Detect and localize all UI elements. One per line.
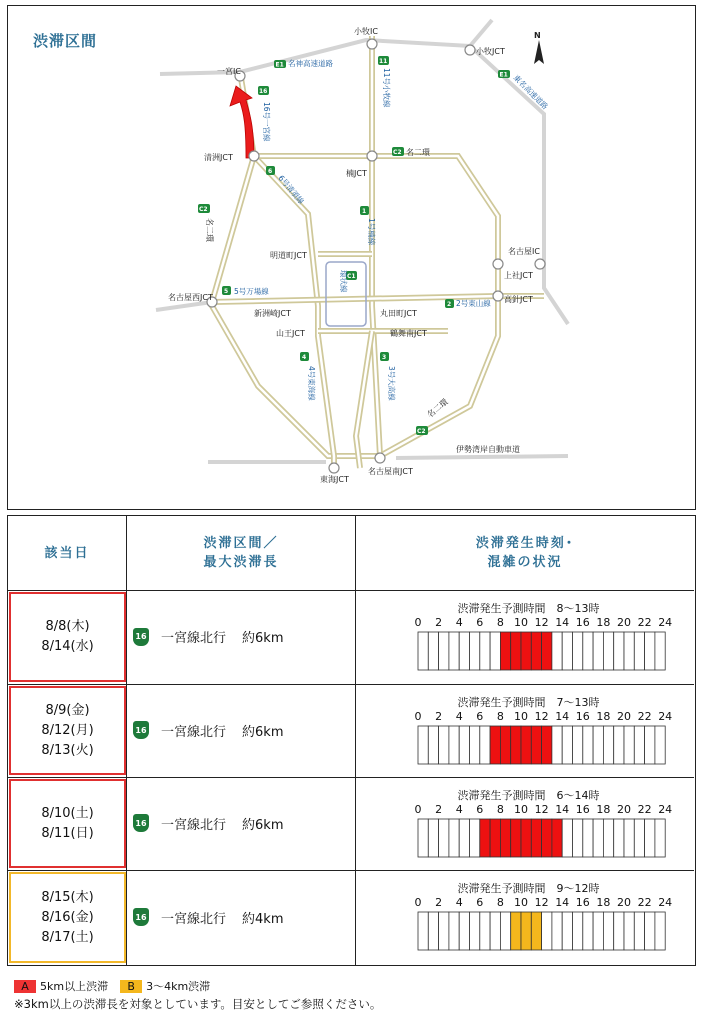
road-c2-ring	[212, 72, 498, 456]
label-route3: 3号大高線	[387, 366, 396, 401]
hour-cell	[552, 912, 562, 950]
hour-tick-label: 12	[534, 803, 549, 816]
label-meishin: 名神高速道路	[288, 59, 333, 68]
label-route1: 1号楠線	[367, 218, 376, 246]
congestion-hour-cell	[511, 726, 521, 764]
hour-cell	[449, 912, 459, 950]
hour-cell	[645, 726, 655, 764]
hour-cell	[428, 632, 438, 670]
svg-text:11: 11	[379, 58, 388, 65]
congestion-hour-cell	[500, 632, 510, 670]
hour-cell	[634, 912, 644, 950]
badge-c2-north	[392, 147, 404, 156]
map-title: 渋滞区間	[33, 32, 98, 50]
label-c2-west: 名二環	[205, 218, 214, 242]
map-panel	[7, 5, 696, 510]
svg-text:C2: C2	[417, 428, 426, 435]
label-meidocho-jct: 明道町JCT	[270, 251, 307, 260]
hour-tick-label: 2	[435, 616, 443, 629]
time-chart	[363, 872, 694, 963]
hour-cell	[573, 819, 583, 857]
label-kiyosu-jct: 清洲JCT	[204, 153, 233, 162]
jct-kusunoki	[367, 151, 377, 161]
hour-tick-label: 18	[596, 710, 611, 723]
hour-cell	[583, 726, 593, 764]
date-text: 8/10(土)	[41, 805, 94, 821]
hour-tick-label: 22	[637, 710, 652, 723]
hour-cell	[428, 819, 438, 857]
legend	[14, 978, 210, 994]
hour-cell	[614, 632, 624, 670]
badge-r11	[378, 56, 389, 65]
hour-cell	[573, 912, 583, 950]
time-chart-grid	[363, 710, 694, 772]
legend-b-text: 3～4km渋滞	[146, 980, 211, 993]
congestion-hour-cell	[542, 632, 552, 670]
hour-cell	[603, 819, 613, 857]
label-route4: 4号東海線	[307, 366, 316, 401]
hour-tick-label: 24	[658, 896, 673, 909]
hour-cell	[459, 912, 469, 950]
legend-a-text: 5km以上渋滞	[40, 980, 109, 993]
jct-nagoya-ic	[535, 259, 545, 269]
section-name: 一宮線北行	[161, 817, 227, 833]
hour-tick-label: 0	[414, 803, 422, 816]
hour-cell	[418, 632, 428, 670]
header-time: 渋滞発生時刻･ 混雑の状況	[475, 536, 575, 570]
hour-cell	[624, 726, 634, 764]
badge-r5	[222, 286, 231, 295]
jct-nagoya-minami	[375, 453, 385, 463]
congestion-hour-cell	[490, 819, 500, 857]
hour-cell	[583, 819, 593, 857]
hour-tick-label: 16	[575, 710, 590, 723]
svg-text:16: 16	[259, 88, 268, 95]
table-row	[8, 592, 694, 682]
hour-tick-label: 18	[596, 896, 611, 909]
hour-cell	[614, 912, 624, 950]
time-chart-title: 渋滞発生予測時間 6～14時	[457, 789, 600, 802]
hour-cell	[470, 726, 480, 764]
hour-cell	[573, 632, 583, 670]
hour-cell	[562, 726, 572, 764]
hour-tick-label: 22	[637, 803, 652, 816]
hour-tick-label: 24	[658, 616, 673, 629]
time-chart-title: 渋滞発生予測時間 7～13時	[457, 696, 600, 709]
date-text: 8/11(日)	[41, 825, 94, 841]
hour-tick-label: 10	[514, 803, 528, 816]
hour-cell	[449, 819, 459, 857]
hour-cell	[428, 726, 438, 764]
road-nishi-spur	[156, 302, 212, 310]
hour-tick-label: 22	[637, 896, 652, 909]
hour-cell	[490, 632, 500, 670]
svg-text:4: 4	[302, 354, 307, 361]
hour-tick-label: 14	[555, 896, 570, 909]
hour-tick-label: 20	[617, 803, 631, 816]
route-shield-icon: 16	[133, 628, 149, 646]
max-length: 約6km	[242, 724, 284, 740]
hour-tick-label: 8	[496, 710, 504, 723]
label-nagoya-minami-jct: 名古屋南JCT	[368, 467, 413, 476]
legend-b-key: B	[120, 980, 142, 993]
divider	[8, 870, 694, 871]
badge-r3	[380, 352, 389, 361]
section-name: 一宮線北行	[161, 724, 227, 740]
label-nagoya-nishi-jct: 名古屋西JCT	[168, 293, 213, 302]
label-kamiyashiro-jct: 上社JCT	[504, 271, 533, 280]
hour-cell	[583, 912, 593, 950]
date-text: 8/17(土)	[41, 929, 94, 945]
hour-cell	[655, 632, 665, 670]
label-sanno-jct: 山王JCT	[276, 329, 305, 338]
road-tomei	[470, 46, 568, 324]
hour-cell	[418, 819, 428, 857]
svg-text:C2: C2	[393, 149, 402, 156]
hour-tick-label: 16	[575, 803, 590, 816]
hour-tick-label: 0	[414, 896, 422, 909]
congestion-hour-cell	[552, 819, 562, 857]
date-cell	[9, 779, 126, 868]
hour-cell	[552, 632, 562, 670]
svg-text:6: 6	[268, 168, 273, 175]
congestion-hour-cell	[500, 726, 510, 764]
north-arrow-icon	[534, 31, 544, 64]
section-cell	[133, 908, 283, 927]
badge-r16	[258, 86, 269, 95]
hour-tick-label: 24	[658, 803, 673, 816]
hour-cell	[593, 819, 603, 857]
road-loop	[318, 254, 448, 331]
hour-tick-label: 14	[555, 616, 570, 629]
date-text: 8/12(月)	[41, 722, 94, 738]
date-text: 8/14(水)	[41, 639, 94, 654]
hour-cell	[655, 912, 665, 950]
label-komaki-ic: 小牧IC	[354, 27, 378, 36]
route-shield-icon: 16	[133, 721, 149, 739]
hour-cell	[459, 819, 469, 857]
badge-e1-tomei	[498, 70, 510, 79]
svg-text:C2: C2	[199, 206, 208, 213]
svg-text:5: 5	[224, 288, 229, 295]
header-section: 渋滞区間／ 最大渋滞長	[203, 536, 279, 570]
date-cell	[9, 686, 126, 775]
time-chart	[363, 686, 694, 775]
label-route11: 11号小牧線	[382, 68, 391, 108]
hour-tick-label: 16	[575, 616, 590, 629]
time-chart-grid	[363, 616, 694, 678]
hour-tick-label: 0	[414, 710, 422, 723]
hour-cell	[449, 726, 459, 764]
label-isewangan: 伊勢湾岸自動車道	[456, 445, 520, 454]
hour-tick-label: 4	[455, 710, 463, 723]
section-cell	[133, 721, 283, 740]
hour-cell	[470, 912, 480, 950]
congestion-arrow	[230, 86, 254, 158]
hour-cell	[562, 912, 572, 950]
congestion-table	[7, 515, 696, 966]
hour-cell	[614, 726, 624, 764]
hour-tick-label: 18	[596, 803, 611, 816]
svg-text:E1: E1	[275, 61, 284, 69]
time-chart-grid	[363, 803, 694, 865]
svg-text:1: 1	[362, 208, 367, 215]
hour-tick-label: 6	[476, 710, 484, 723]
badge-r1	[360, 206, 369, 215]
hour-tick-label: 12	[534, 896, 549, 909]
hour-cell	[603, 632, 613, 670]
label-komaki-jct: 小牧JCT	[476, 47, 505, 56]
hour-cell	[562, 819, 572, 857]
svg-text:E1: E1	[499, 71, 508, 79]
hour-tick-label: 4	[455, 803, 463, 816]
table-row	[8, 686, 694, 775]
label-ichinomiya-ic: 一宮IC	[217, 67, 241, 76]
section-name: 一宮線北行	[161, 631, 227, 646]
route-shield-icon: 16	[133, 814, 149, 832]
label-route2: 2号東山線	[456, 299, 491, 308]
hour-tick-label: 20	[617, 896, 631, 909]
hour-tick-label: 8	[496, 803, 504, 816]
hour-tick-label: 4	[455, 896, 463, 909]
label-tokai-jct: 東海JCT	[320, 475, 349, 484]
label-nagoya-ic: 名古屋IC	[508, 247, 540, 256]
congestion-hour-cell	[511, 632, 521, 670]
hour-cell	[593, 632, 603, 670]
congestion-hour-cell	[531, 912, 541, 950]
hour-tick-label: 14	[555, 710, 570, 723]
label-marutamachi-jct: 丸田町JCT	[380, 309, 417, 318]
hour-cell	[439, 632, 449, 670]
time-chart-title: 渋滞発生予測時間 8～13時	[457, 602, 600, 615]
hour-cell	[645, 912, 655, 950]
hour-cell	[634, 726, 644, 764]
label-route5: 5号万場線	[234, 287, 269, 296]
jct-takabari	[493, 291, 503, 301]
legend-a-key: A	[14, 980, 36, 993]
road-loop-edge	[318, 254, 448, 331]
congestion-hour-cell	[542, 819, 552, 857]
hour-cell	[480, 632, 490, 670]
hour-tick-label: 2	[435, 710, 443, 723]
badge-r4	[300, 352, 309, 361]
section-name: 一宮線北行	[161, 911, 227, 927]
hour-tick-label: 10	[514, 710, 528, 723]
hour-tick-label: 10	[514, 616, 528, 629]
hour-tick-label: 2	[435, 896, 443, 909]
hour-cell	[614, 819, 624, 857]
hour-cell	[459, 726, 469, 764]
hour-tick-label: 20	[617, 616, 631, 629]
hour-cell	[428, 912, 438, 950]
hour-cell	[603, 726, 613, 764]
hour-tick-label: 6	[476, 896, 484, 909]
hour-cell	[470, 632, 480, 670]
congestion-hour-cell	[542, 726, 552, 764]
road-c2-ring-edge	[212, 72, 498, 456]
hour-cell	[583, 632, 593, 670]
hour-tick-label: 8	[496, 616, 504, 629]
label-shinsuzaki-jct: 新洲崎JCT	[254, 309, 291, 318]
congestion-hour-cell	[521, 819, 531, 857]
hour-cell	[593, 726, 603, 764]
svg-text:3: 3	[382, 354, 387, 361]
date-text: 8/13(火)	[41, 742, 94, 758]
hour-tick-label: 12	[534, 710, 549, 723]
label-route16: 16号一宮線	[262, 102, 271, 142]
time-chart-title: 渋滞発生予測時間 9～12時	[457, 882, 600, 895]
hour-cell	[439, 726, 449, 764]
date-text: 8/8(木)	[45, 619, 90, 634]
footnote: ※3km以上の渋滞長を対象としています。目安としてご参照ください。	[14, 997, 382, 1011]
time-chart-grid	[363, 896, 694, 958]
hour-cell	[634, 632, 644, 670]
hour-cell	[542, 912, 552, 950]
header-date: 該当日	[44, 545, 90, 561]
hour-cell	[624, 819, 634, 857]
hour-tick-label: 4	[455, 616, 463, 629]
hour-cell	[439, 912, 449, 950]
hour-cell	[480, 726, 490, 764]
hour-cell	[418, 726, 428, 764]
label-tsurumaiminami-jct: 鶴舞南JCT	[390, 329, 427, 338]
label-route6: 6号清須線	[276, 173, 306, 206]
hour-tick-label: 12	[534, 616, 549, 629]
road-isewangan	[208, 456, 568, 462]
hour-tick-label: 20	[617, 710, 631, 723]
label-kusunoki-jct: 楠JCT	[346, 169, 367, 178]
badge-r2	[445, 299, 454, 308]
congestion-hour-cell	[521, 912, 531, 950]
hour-tick-label: 6	[476, 616, 484, 629]
hour-cell	[490, 912, 500, 950]
date-text: 8/16(金)	[41, 909, 94, 925]
hour-cell	[624, 912, 634, 950]
hour-cell	[645, 819, 655, 857]
label-takabari-jct: 高針JCT	[504, 295, 533, 304]
hour-tick-label: 24	[658, 710, 673, 723]
label-tomei: 東名高速道路	[511, 73, 550, 112]
time-chart	[363, 592, 694, 682]
hour-tick-label: 10	[514, 896, 528, 909]
svg-text:N: N	[534, 31, 541, 40]
hour-cell	[603, 912, 613, 950]
hour-tick-label: 14	[555, 803, 570, 816]
hour-cell	[470, 819, 480, 857]
label-c2-south: 名二環	[425, 397, 450, 420]
congestion-hour-cell	[511, 912, 521, 950]
section-cell	[133, 627, 283, 646]
hour-tick-label: 2	[435, 803, 443, 816]
hour-tick-label: 22	[637, 616, 652, 629]
max-length: 約4km	[242, 911, 284, 927]
hour-cell	[439, 819, 449, 857]
label-loop: 環状線	[339, 270, 348, 293]
congestion-hour-cell	[521, 726, 531, 764]
hour-cell	[449, 632, 459, 670]
max-length: 約6km	[242, 817, 284, 833]
max-length: 約6km	[242, 631, 284, 646]
hour-cell	[480, 912, 490, 950]
time-chart	[363, 779, 694, 868]
date-cell	[9, 872, 126, 963]
hour-tick-label: 18	[596, 616, 611, 629]
badge-c2-west	[198, 204, 210, 213]
badge-c2-south	[416, 426, 428, 435]
svg-text:2: 2	[447, 301, 452, 308]
divider	[8, 590, 694, 591]
congestion-hour-cell	[531, 632, 541, 670]
jct-komaki-ic	[367, 39, 377, 49]
divider	[8, 777, 694, 778]
hour-tick-label: 8	[496, 896, 504, 909]
hour-cell	[418, 912, 428, 950]
table-row	[8, 872, 694, 963]
congestion-hour-cell	[490, 726, 500, 764]
jct-tokai	[329, 463, 339, 473]
congestion-hour-cell	[531, 726, 541, 764]
hour-cell	[655, 819, 665, 857]
hour-cell	[593, 912, 603, 950]
hour-cell	[500, 912, 510, 950]
hour-tick-label: 0	[414, 616, 422, 629]
hour-cell	[645, 632, 655, 670]
label-c2-north: 名二環	[406, 148, 430, 157]
divider	[8, 684, 694, 685]
congestion-hour-cell	[500, 819, 510, 857]
hour-cell	[552, 726, 562, 764]
jct-kamiyashiro	[493, 259, 503, 269]
hour-cell	[624, 632, 634, 670]
congestion-hour-cell	[521, 632, 531, 670]
table-row	[8, 779, 694, 868]
date-cell	[9, 592, 126, 682]
hour-tick-label: 6	[476, 803, 484, 816]
jct-komaki-jct	[465, 45, 475, 55]
congestion-hour-cell	[480, 819, 490, 857]
hour-cell	[459, 632, 469, 670]
badge-e1-meishin	[274, 60, 286, 69]
hour-cell	[573, 726, 583, 764]
congestion-hour-cell	[531, 819, 541, 857]
hour-cell	[562, 632, 572, 670]
expressway-map	[8, 6, 694, 508]
hour-cell	[634, 819, 644, 857]
svg-text:C1: C1	[347, 273, 356, 280]
date-text: 8/9(金)	[45, 702, 90, 718]
hour-tick-label: 16	[575, 896, 590, 909]
congestion-hour-cell	[511, 819, 521, 857]
badge-r6	[266, 166, 275, 175]
route-shield-icon: 16	[133, 908, 149, 926]
hour-cell	[655, 726, 665, 764]
date-text: 8/15(木)	[41, 889, 94, 905]
section-cell	[133, 814, 283, 833]
jct-kiyosu	[249, 151, 259, 161]
